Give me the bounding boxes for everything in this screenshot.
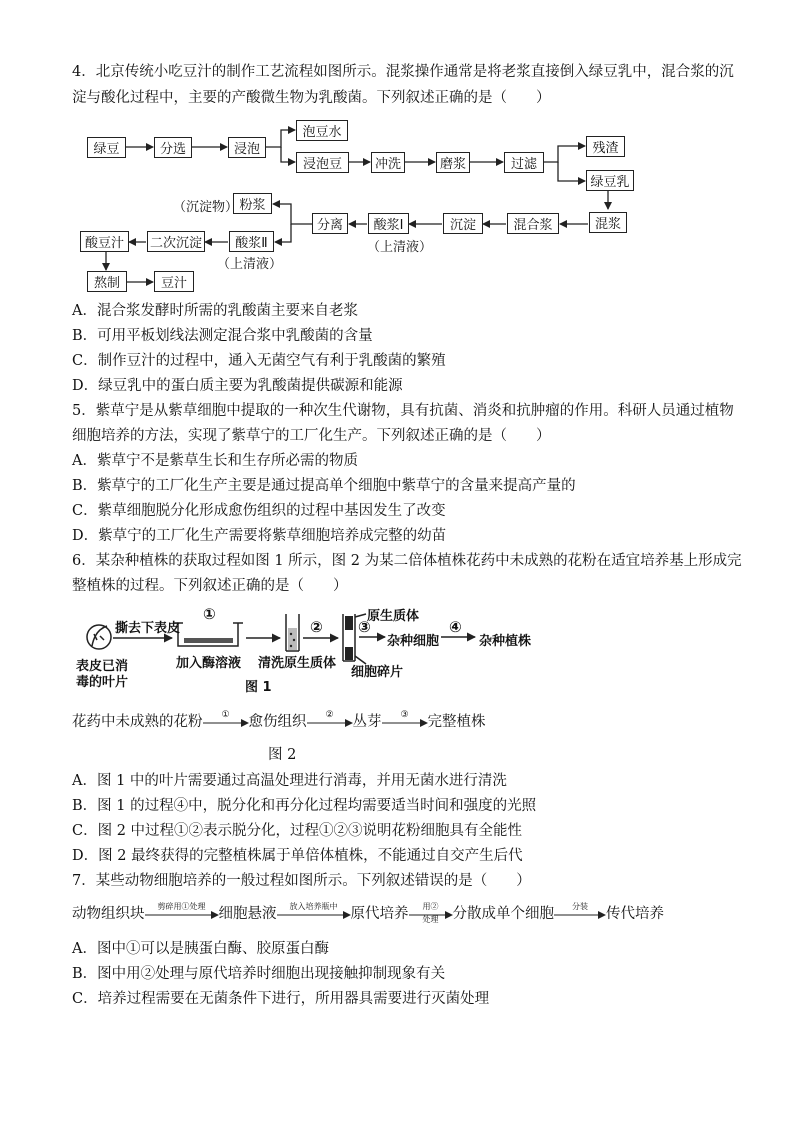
fig2-s3: 丛芽 xyxy=(352,714,382,730)
q4-option-b: B．可用平板划线法测定混合浆中乳酸菌的含量 xyxy=(72,328,373,344)
q4-option-d: D．绿豆乳中的蛋白质主要为乳酸菌提供碳源和能源 xyxy=(72,378,403,394)
q5-stem-line2: 细胞培养的方法，实现了紫草宁的工厂化生产。下列叙述正确的是（ ） xyxy=(72,428,551,444)
flow-mojiang: 磨浆 xyxy=(436,152,470,173)
fig2-s4: 完整植株 xyxy=(427,714,486,730)
flow-chendianwu: （沉淀物） xyxy=(173,200,239,215)
q6-option-a: A．图 1 中的叶片需要通过高温处理进行消毒，并用无菌水进行清洗 xyxy=(72,773,507,789)
fig1-biaopi-line2: 毒的叶片 xyxy=(76,675,129,690)
q4-option-a: A．混合浆发酵时所需的乳酸菌主要来自老浆 xyxy=(72,303,358,319)
flow-fenli: 分离 xyxy=(312,213,348,234)
flow-jinpao: 浸泡 xyxy=(228,137,266,158)
q7-option-c: C．培养过程需要在无菌条件下进行，所用器具需要进行灭菌处理 xyxy=(72,991,490,1007)
q4-option-c: C．制作豆汁的过程中，通入无菌空气有利于乳酸菌的繁殖 xyxy=(72,353,446,369)
test-tube-icon xyxy=(286,614,299,651)
q4-stem-line1: 4．北京传统小吃豆汁的制作工艺流程如图所示。混浆操作通常是将老浆直接倒入绿豆乳中，混合浆的沉 xyxy=(72,64,734,80)
q7-option-a: A．图中①可以是胰蛋白酶、胶原蛋白酶 xyxy=(72,941,329,957)
fig1-jiamei: 加入酶溶液 xyxy=(176,656,242,671)
flow-fenxuan: 分选 xyxy=(154,137,192,158)
q7-flow-arrow-4: 分装 xyxy=(554,904,606,924)
fig2-arrow-2: ② xyxy=(307,712,353,732)
flow-hunjiang: 混浆 xyxy=(589,212,627,233)
fig1-yuansheng: 原生质体 xyxy=(367,609,420,624)
q7-option-b: B．图中用②处理与原代培养时细胞出现接触抑制现象有关 xyxy=(72,966,446,982)
q6-figure2-flow xyxy=(72,712,486,732)
fig1-zazhongzhizhu: 杂种植株 xyxy=(479,634,532,649)
q5-stem-line1: 5．紫草宁是从紫草细胞中提取的一种次生代谢物，具有抗菌、消炎和抗肿瘤的作用。科研人员通过植物 xyxy=(72,403,734,419)
flow-erci: 二次沉淀 xyxy=(147,231,205,252)
fig1-step3: ③ xyxy=(358,618,371,636)
q4-stem-line2: 淀与酸化过程中，主要的产酸微生物为乳酸菌。下列叙述正确的是（ ） xyxy=(72,90,551,106)
fig1-zazhongxibao: 杂种细胞 xyxy=(387,634,440,649)
flow-suanjiang2: 酸浆Ⅱ xyxy=(229,231,274,252)
flow-chendian: 沉淀 xyxy=(443,213,483,234)
q7-flow-s2: 细胞悬液 xyxy=(218,906,277,922)
q5-option-a: A．紫草宁不是紫草生长和生存所必需的物质 xyxy=(72,453,358,469)
fig1-biaopi-line1: 表皮已消 xyxy=(76,659,129,674)
fig1-caption: 图 1 xyxy=(245,680,272,695)
fig2-caption: 图 2 xyxy=(268,747,297,763)
q7-flow xyxy=(72,904,664,924)
q6-option-b: B．图 1 的过程④中，脱分化和再分化过程均需要适当时间和强度的光照 xyxy=(72,798,537,814)
fig1-step2: ② xyxy=(310,618,323,636)
fig2-arrow-3: ③ xyxy=(382,712,428,732)
flow-chongxi: 冲洗 xyxy=(371,152,405,173)
q7-flow-s5: 传代培养 xyxy=(606,906,664,922)
q6-stem-line2: 整植株的过程。下列叙述正确的是（ ） xyxy=(72,578,348,594)
leaf-icon xyxy=(87,625,111,649)
flow-jinpaodou: 浸泡豆 xyxy=(296,152,349,173)
fig1-step4: ④ xyxy=(449,618,462,636)
fig1-qingxi: 清洗原生质体 xyxy=(258,656,337,671)
q6-option-d: D．图 2 最终获得的完整植株属于单倍体植株，不能通过自交产生后代 xyxy=(72,848,523,864)
fig1-sisqu: 撕去下表皮 xyxy=(115,621,181,636)
fig1-step1: ① xyxy=(203,605,216,623)
q7-flow-arrow-2: 放入培养瓶中 xyxy=(277,904,351,924)
fig2-s2: 愈伤组织 xyxy=(248,714,307,730)
fig1-xibaosuipian: 细胞碎片 xyxy=(351,665,404,680)
fig2-s1: 花药中未成熟的花粉 xyxy=(72,714,203,730)
flow-lvdouru: 绿豆乳 xyxy=(586,170,634,191)
petri-dish-icon xyxy=(173,623,243,646)
q7-stem: 7．某些动物细胞培养的一般过程如图所示。下列叙述错误的是（ ） xyxy=(72,873,531,889)
q5-option-d: D．紫草宁的工厂化生产需要将紫草细胞培养成完整的幼苗 xyxy=(72,528,447,544)
flow-guolv: 过滤 xyxy=(504,152,544,173)
fig2-arrow-1: ① xyxy=(203,712,249,732)
q7-flow-s1: 动物组织块 xyxy=(72,906,145,922)
flow-suanjiang1: 酸浆Ⅰ xyxy=(368,213,409,234)
flow-canzha: 残渣 xyxy=(586,136,625,157)
q7-flow-s3: 原代培养 xyxy=(350,906,409,922)
q5-option-b: B．紫草宁的工厂化生产主要是通过提高单个细胞中紫草宁的含量来提高产量的 xyxy=(72,478,576,494)
q6-option-c: C．图 2 中过程①②表示脱分化，过程①②③说明花粉细胞具有全能性 xyxy=(72,823,523,839)
flow-shangqingye2: （上清液） xyxy=(217,257,283,272)
flow-hunhejiang: 混合浆 xyxy=(507,213,559,234)
flow-paodoushui: 泡豆水 xyxy=(296,120,348,141)
flow-shangqingye1: （上清液） xyxy=(367,240,433,255)
flow-douzhi: 豆汁 xyxy=(154,271,194,292)
q5-option-c: C．紫草细胞脱分化形成愈伤组织的过程中基因发生了改变 xyxy=(72,503,446,519)
q7-flow-s4: 分散成单个细胞 xyxy=(452,906,554,922)
flow-fenjiang: 粉浆 xyxy=(233,193,272,214)
flow-lvdou: 绿豆 xyxy=(87,137,126,158)
q6-stem-line1: 6．某杂种植株的获取过程如图 1 所示，图 2 为某二倍体植株花药中未成熟的花粉在适宜培养基上形成完 xyxy=(72,553,742,569)
q7-flow-arrow-1: 剪碎用①处理 xyxy=(145,904,219,924)
q7-flow-arrow-3: 用② 处理 xyxy=(409,904,453,924)
flow-suanjiangzhi: 酸豆汁 xyxy=(80,231,129,252)
flow-aozhi: 熬制 xyxy=(87,271,127,292)
